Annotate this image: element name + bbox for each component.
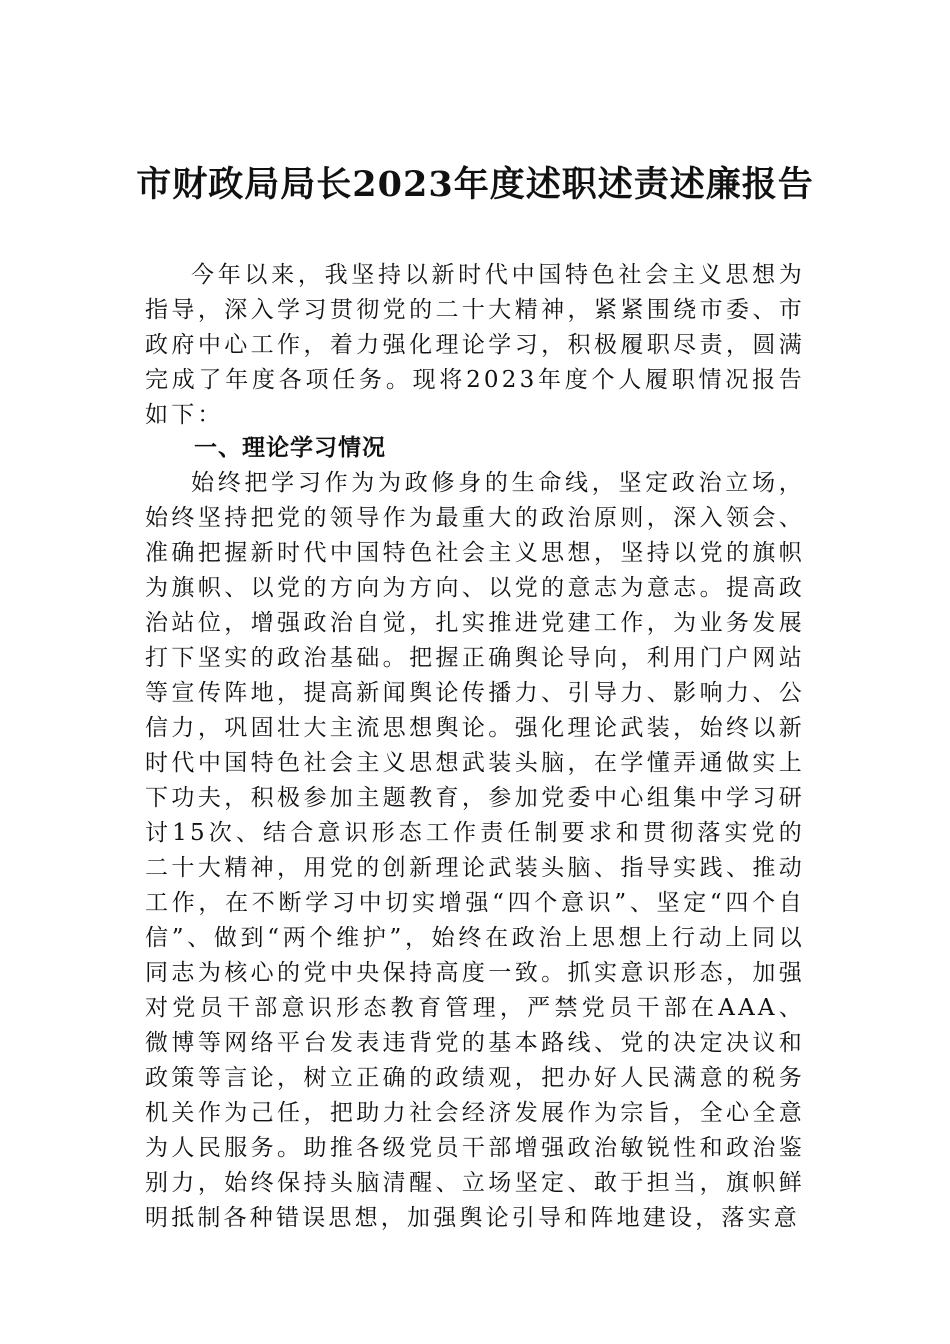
section-heading-theory-study: 一、理论学习情况 <box>194 435 386 461</box>
intro-paragraph: 今年以来，我坚持以新时代中国特色社会主义思想为指导，深入学习贯彻党的二十大精神，紧紧围绕市委、市政府中心工作，着力强化理论学习，积极履职尽责，圆满完成了年度各项任务。现将2023年度个人履职情况报告如下： <box>145 262 805 428</box>
document-title: 市财政局局长2023年度述职述责述廉报告 <box>136 164 814 205</box>
section-paragraph-theory-study: 始终把学习作为为政修身的生命线，坚定政治立场，始终坚持把党的领导作为最重大的政治原则，深入领会、准确把握新时代中国特色社会主义思想，坚持以党的旗帜为旗帜、以党的方向为方向、以党的意志为意志。提高政治站位，增强政治自觉，扎实推进党建工作，为业务发展打下坚实的政治基础。把握正确舆论导向，利用门户网站等宣传阵地，提高新闻舆论传播力、引导力、影响力、公信力，巩固壮大主流思想舆论。强化理论武装，始终以新时代中国特色社会主义思想武装头脑，在学懂弄通做实上下功夫，积极参加主题教育，参加党委中心组集中学习研讨15次、结合意识形态工作责任制要求和贯彻落实党的二十大精神，用党的创新理论武装头脑、指导实践、推动工作，在不断学习中切实增强“四个意识”、坚定“四个自信”、做到“两个维护”，始终在政治上思想上行动上同以同志为核心的党中央保持高度一致。抓实意识形态，加强对党员干部意识形态教育管理，严禁党员干部在AAA、微博等网络平台发表违背党的基本路线、党的决定决议和政策等言论，树立正确的政绩观，把办好人民满意的税务机关作为己任，把助力社会经济发展作为宗旨，全心全意为人民服务。助推各级党员干部增强政治敏锐性和政治鉴别力，始终保持头脑清醒、立场坚定、敢于担当，旗帜鲜明抵制各种错误思想，加强舆论引导和阵地建设，落实意 <box>145 470 805 1231</box>
